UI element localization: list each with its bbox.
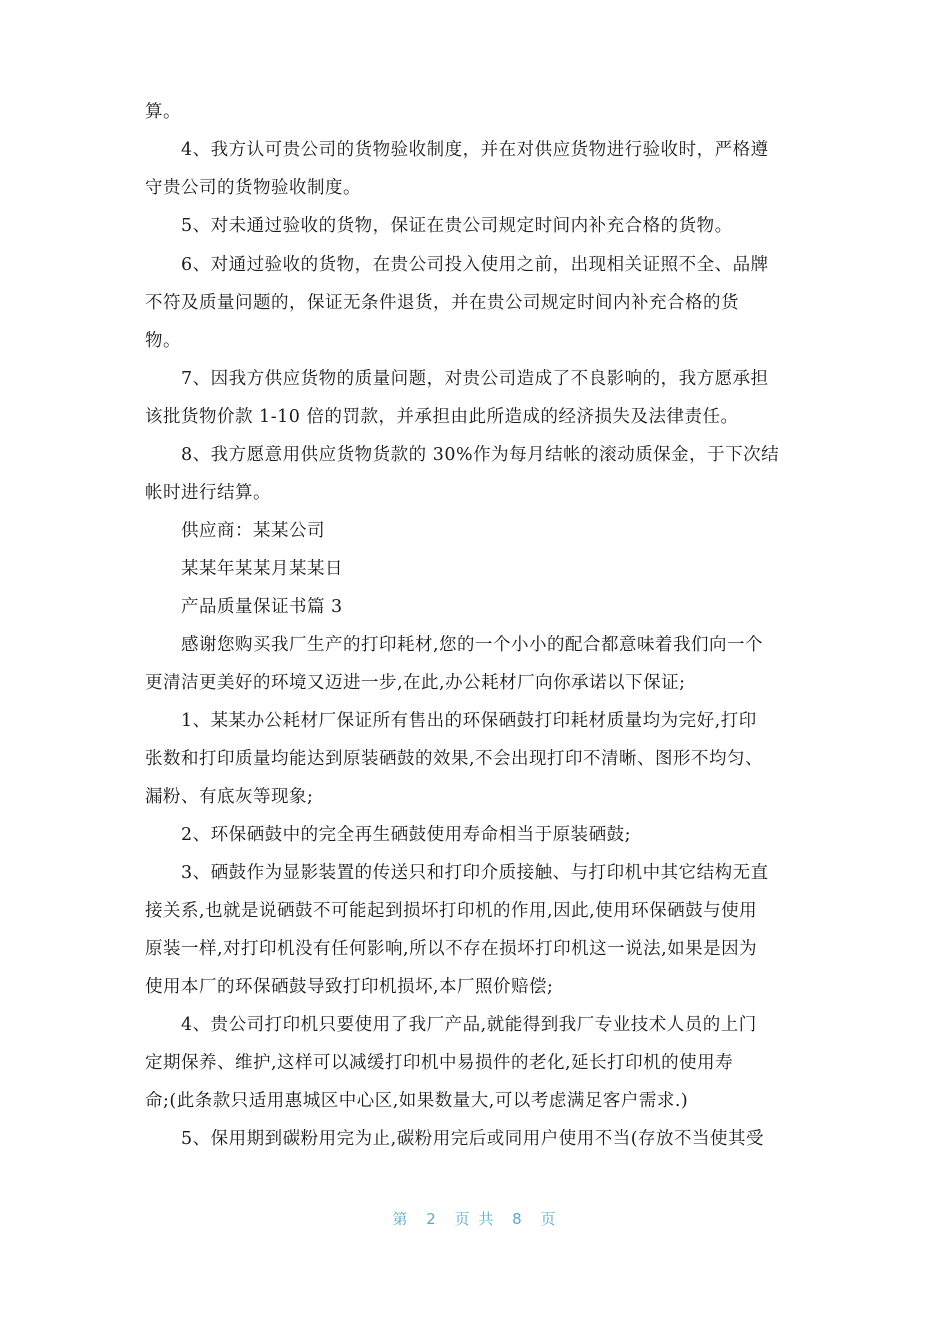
text-line: 张数和打印质量均能达到原装硒鼓的效果,不会出现打印不清晰、图形不均匀、	[145, 749, 764, 769]
text-line: 1、某某办公耗材厂保证所有售出的环保硒鼓打印耗材质量均为完好,打印	[181, 711, 757, 731]
text-line: 命;(此条款只适用惠城区中心区,如果数量大,可以考虑满足客户需求.)	[145, 1091, 689, 1111]
text-line: 5、对未通过验收的货物，保证在贵公司规定时间内补充合格的货物。	[181, 216, 733, 236]
text-line: 更清洁更美好的环境又迈进一步,在此,办公耗材厂向你承诺以下保证;	[145, 673, 686, 693]
text-line: 2、环保硒鼓中的完全再生硒鼓使用寿命相当于原装硒鼓;	[181, 825, 632, 845]
text-line: 接关系,也就是说硒鼓不可能起到损坏打印机的作用,因此,使用环保硒鼓与使用	[145, 901, 758, 921]
text-line: 4、我方认可贵公司的货物验收制度，并在对供应货物进行验收时，严格遵	[181, 140, 769, 160]
footer-end-word: 页	[540, 1210, 558, 1228]
footer-page-number: 2	[426, 1210, 438, 1228]
page-footer	[0, 1208, 950, 1229]
footer-total-word: 页 共	[454, 1210, 496, 1228]
text-line: 8、我方愿意用供应货物货款的 30%作为每月结帐的滚动质保金，于下次结	[181, 445, 780, 465]
text-line: 6、对通过验收的货物，在贵公司投入使用之前，出现相关证照不全、品牌	[181, 255, 769, 275]
text-line: 4、贵公司打印机只要使用了我厂产品,就能得到我厂专业技术人员的上门	[181, 1015, 757, 1035]
text-line: 原装一样,对打印机没有任何影响,所以不存在损坏打印机这一说法,如果是因为	[145, 939, 758, 959]
text-line: 感谢您购买我厂生产的打印耗材,您的一个小小的配合都意味着我们向一个	[181, 635, 764, 655]
text-line: 不符及质量问题的，保证无条件退货，并在贵公司规定时间内补充合格的货	[145, 293, 739, 313]
footer-page-word: 第	[392, 1210, 410, 1228]
text-line: 该批货物价款 1-10 倍的罚款，并承担由此所造成的经济损失及法律责任。	[145, 407, 739, 427]
text-line: 漏粉、有底灰等现象;	[145, 787, 314, 807]
section-heading: 产品质量保证书篇 3	[181, 597, 343, 617]
footer-total-pages: 8	[512, 1210, 524, 1228]
supplier-line: 供应商：某某公司	[181, 521, 325, 541]
date-line: 某某年某某月某某日	[181, 559, 343, 579]
text-line: 7、因我方供应货物的质量问题，对贵公司造成了不良影响的，我方愿承担	[181, 369, 769, 389]
text-line: 使用本厂的环保硒鼓导致打印机损坏,本厂照价赔偿;	[145, 977, 554, 997]
text-line: 算。	[145, 102, 181, 122]
text-line: 定期保养、维护,这样可以减缓打印机中易损件的老化,延长打印机的使用寿	[145, 1053, 734, 1073]
text-line: 5、保用期到碳粉用完为止,碳粉用完后或同用户使用不当(存放不当使其受	[181, 1129, 765, 1149]
text-line: 守贵公司的货物验收制度。	[145, 178, 361, 198]
text-line: 物。	[145, 331, 181, 351]
text-line: 3、硒鼓作为显影装置的传送只和打印介质接触、与打印机中其它结构无直	[181, 863, 769, 883]
text-line: 帐时进行结算。	[145, 483, 271, 503]
